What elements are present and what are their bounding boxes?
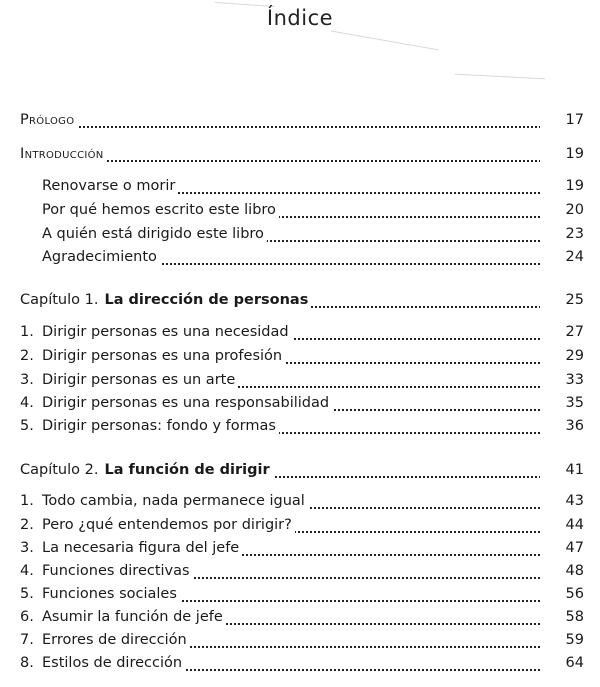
toc-entry-title: Errores de dirección xyxy=(42,629,190,651)
toc-entry-number: 3. xyxy=(20,372,34,388)
page-number: 47 xyxy=(540,537,584,559)
toc-entry xyxy=(0,223,600,245)
toc-entry-number: 2. xyxy=(20,348,34,364)
toc-entry xyxy=(0,369,600,391)
toc-entry xyxy=(0,560,600,582)
toc-entry-title: Funciones sociales xyxy=(42,583,180,605)
page-number: 64 xyxy=(540,652,584,674)
toc-entry-number: 7. xyxy=(20,632,34,648)
toc-entry-title: Introducción xyxy=(20,143,107,165)
toc-entry xyxy=(0,415,600,437)
toc-entry-number: 1. xyxy=(20,324,34,340)
toc-entry-title: Dirigir personas es una responsabilidad xyxy=(42,392,332,414)
page-number: 59 xyxy=(540,629,584,651)
toc-entry-title: Dirigir personas es una necesidad xyxy=(42,321,292,343)
chapter-label: Capítulo 1. xyxy=(20,292,99,308)
toc-entry xyxy=(0,143,600,165)
toc-entry-title: Funciones directivas xyxy=(42,560,193,582)
page-number: 43 xyxy=(540,490,584,512)
page-number: 23 xyxy=(540,223,584,245)
page-number: 41 xyxy=(540,459,584,481)
page-number: 17 xyxy=(540,109,584,131)
page-number: 19 xyxy=(540,143,584,165)
toc-entry-number: 5. xyxy=(20,586,34,602)
toc-entry xyxy=(0,345,600,367)
toc-entry-title: Pero ¿qué entendemos por dirigir? xyxy=(42,514,295,536)
page-number: 44 xyxy=(540,514,584,536)
toc-entry-number: 4. xyxy=(20,563,34,579)
toc-entry xyxy=(0,459,600,481)
chapter-label: Capítulo 2. xyxy=(20,462,99,478)
toc-entry xyxy=(0,652,600,674)
toc-entry-number: 6. xyxy=(20,609,34,625)
toc-entry-number: 4. xyxy=(20,395,34,411)
toc-entry-title: La necesaria figura del jefe xyxy=(42,537,242,559)
toc-entry-number: 2. xyxy=(20,517,34,533)
toc-entry-number: 8. xyxy=(20,655,34,671)
chapter-heading xyxy=(20,289,311,311)
toc-entry-title: Dirigir personas: fondo y formas xyxy=(42,415,279,437)
page-title: Índice xyxy=(266,6,334,30)
toc-entry-title: Dirigir personas es una profesión xyxy=(42,345,285,367)
toc-entry xyxy=(0,490,600,512)
page-number: 19 xyxy=(540,175,584,197)
toc-entry xyxy=(0,321,600,343)
chapter-title: La dirección de personas xyxy=(104,292,309,308)
toc-entry-title: A quién está dirigido este libro xyxy=(42,223,267,245)
toc-entry xyxy=(0,246,600,268)
toc-entry-title: Prólogo xyxy=(20,109,77,131)
toc-entry xyxy=(0,199,600,221)
toc-entry xyxy=(0,392,600,414)
toc-entry-title: Renovarse o morir xyxy=(42,175,178,197)
toc-entry-title: Estilos de dirección xyxy=(42,652,185,674)
toc-entry-number: 5. xyxy=(20,418,34,434)
toc-entry-title: Asumir la función de jefe xyxy=(42,606,226,628)
page-number: 24 xyxy=(540,246,584,268)
page-number: 29 xyxy=(540,345,584,367)
toc-entry-title: Todo cambia, nada permanece igual xyxy=(42,490,308,512)
dot-leader xyxy=(20,114,548,128)
page-number: 20 xyxy=(540,199,584,221)
toc-entry xyxy=(0,606,600,628)
page-number: 58 xyxy=(540,606,584,628)
toc-entry xyxy=(0,537,600,559)
toc-entry-title: Agradecimiento xyxy=(42,246,160,268)
toc-entry xyxy=(0,289,600,311)
toc-entry-number: 3. xyxy=(20,540,34,556)
toc-entry xyxy=(0,583,600,605)
page-number: 35 xyxy=(540,392,584,414)
toc-entry xyxy=(0,175,600,197)
toc-entry xyxy=(0,629,600,651)
toc-entry-title: Por qué hemos escrito este libro xyxy=(42,199,279,221)
page-number: 56 xyxy=(540,583,584,605)
page-number: 25 xyxy=(540,289,584,311)
toc-entry xyxy=(0,514,600,536)
chapter-heading xyxy=(20,459,273,481)
toc-entry xyxy=(0,109,600,131)
page-number: 27 xyxy=(540,321,584,343)
page-number: 33 xyxy=(540,369,584,391)
chapter-title: La función de dirigir xyxy=(104,462,270,478)
toc-entry-title: Dirigir personas es un arte xyxy=(42,369,238,391)
page-number: 36 xyxy=(540,415,584,437)
page-number: 48 xyxy=(540,560,584,582)
toc-entry-number: 1. xyxy=(20,493,34,509)
